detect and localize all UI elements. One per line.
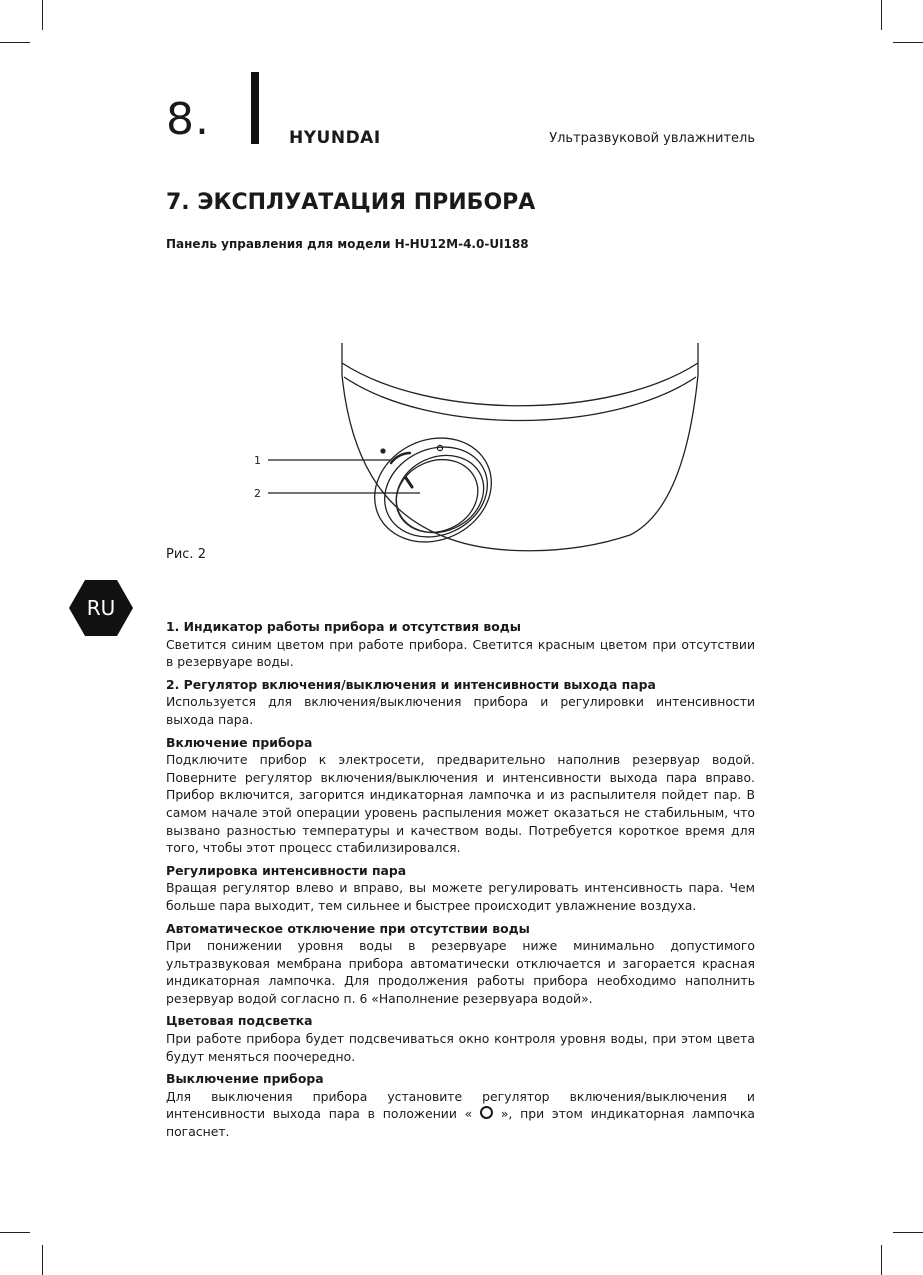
page-number: 8.	[166, 94, 210, 145]
crop-mark	[881, 0, 882, 30]
callout-number-1: 1	[254, 454, 261, 467]
item-text: Вращая регулятор влево и вправо, вы можете регулировать интенсивность пара. Чем больше пара выходит, тем сильнее и быстрее происходит увлажнение воздуха.	[166, 880, 755, 913]
item-heading: Автоматическое отключение при отсутствии воды	[166, 920, 530, 936]
section-subtitle: Панель управления для модели H-HU12M-4.0-UI188	[166, 237, 529, 251]
item-heading: 2. Регулятор включения/выключения и интенсивности выхода пара	[166, 676, 656, 692]
item-text: Подключите прибор к электросети, предварительно наполнив резервуар водой. Поверните регулятор включения/выключения и интенсивности выхода пара вправо. Прибор включится, загорится индикаторная лампочка и из распылителя пойдет пар. В самом начале этой операции уровень распыления может оказаться не стабильным, что вызвано разностью температуры и качеством воды. Потребуется короткое время для того, чтобы этот процесс стабилизировался.	[166, 752, 755, 856]
control-panel-figure	[250, 335, 710, 560]
body-outline	[342, 343, 698, 551]
crop-mark	[893, 42, 923, 43]
item-heading: Выключение прибора	[166, 1071, 324, 1087]
list-item	[166, 1070, 755, 1140]
item-text-after: », при этом индикаторная лампочка погаснет.	[166, 1106, 755, 1140]
crop-mark	[0, 42, 30, 43]
item-heading: Цветовая подсветка	[166, 1013, 313, 1029]
indicator-light-icon	[380, 448, 385, 453]
section-title: 7. ЭКСПЛУАТАЦИЯ ПРИБОРА	[166, 190, 536, 215]
crop-mark	[893, 1232, 923, 1233]
off-position-circle-icon	[480, 1106, 493, 1119]
item-heading: Включение прибора	[166, 734, 313, 750]
list-item	[166, 734, 755, 857]
item-heading: Регулировка интенсивности пара	[166, 862, 407, 878]
item-heading: 1. Индикатор работы прибора и отсутствия воды	[166, 619, 522, 634]
item-text-before: Для выключения прибора установите регулятор включения/выключения и интенсивности выхода пара в положении «	[166, 1088, 755, 1122]
item-text	[166, 1088, 755, 1141]
list-item	[166, 862, 755, 915]
list-item	[166, 1012, 755, 1065]
figure-caption: Рис. 2	[166, 547, 206, 562]
knob-dial	[384, 447, 490, 546]
language-badge	[69, 580, 133, 636]
knob-pointer	[406, 478, 412, 487]
callout-number-2: 2	[254, 487, 261, 500]
item-text: Светится синим цветом при работе прибора. Светится красным цветом при отсутствии в резервуаре воды.	[166, 636, 755, 670]
brand-logo: HYUNDAI	[289, 128, 381, 148]
list-item	[166, 920, 755, 1008]
language-code: RU	[86, 596, 116, 620]
knob-outer-ring	[357, 419, 508, 560]
crop-mark	[0, 1232, 30, 1233]
item-text: При работе прибора будет подсвечиваться окно контроля уровня воды, при этом цвета будут меняться поочередно.	[166, 1031, 755, 1064]
header-divider-bar	[251, 72, 259, 144]
list-item	[166, 676, 755, 729]
list-item	[166, 618, 755, 671]
item-text: Используется для включения/выключения прибора и регулировки интенсивности выхода пара.	[166, 694, 755, 727]
humidifier-illustration	[250, 335, 710, 560]
crop-mark	[42, 0, 43, 30]
item-text: При понижении уровня воды в резервуаре ниже минимально допустимого ультразвуковая мембрана прибора автоматически отключается и загорается красная индикаторная лампочка. Для продолжения работы прибора необходимо наполнить резервуар водой согласно п. 6 «Наполнение резервуара водой».	[166, 938, 755, 1006]
crop-mark	[881, 1245, 882, 1275]
power-symbol-mark	[437, 445, 442, 450]
document-title: Ультразвуковой увлажнитель	[549, 131, 755, 146]
crop-mark	[42, 1245, 43, 1275]
instructions-list	[166, 618, 755, 1146]
